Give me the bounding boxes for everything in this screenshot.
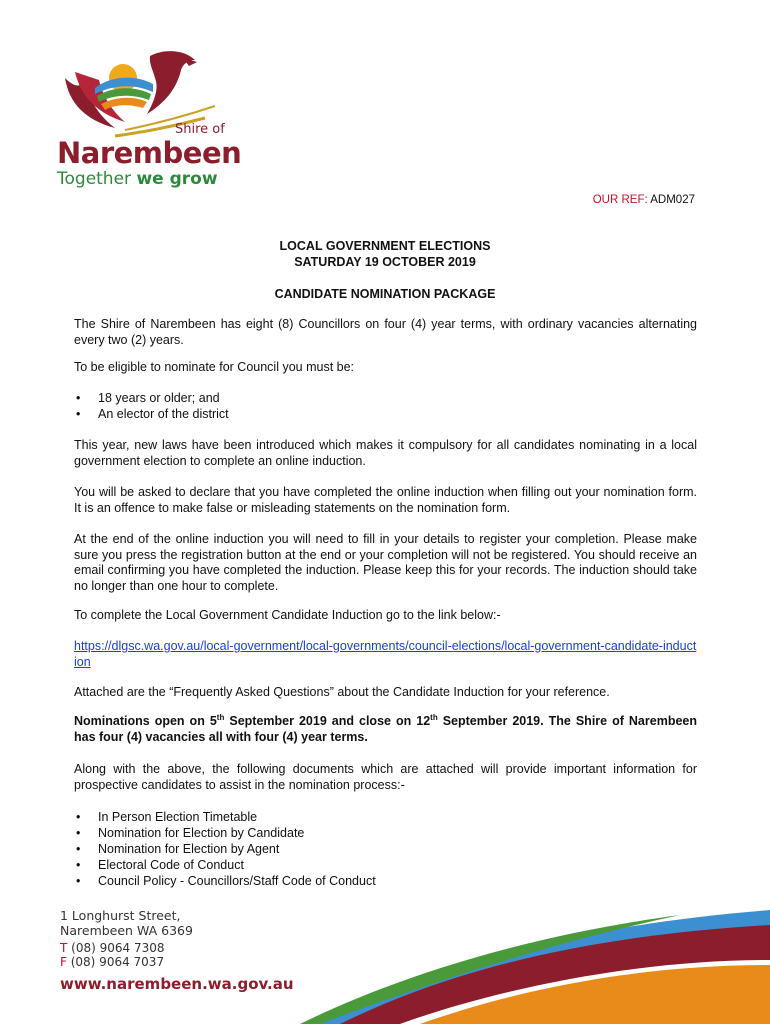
logo-name: Narembeen (57, 136, 242, 170)
logo-tagline: Together we grow (57, 169, 218, 189)
our-reference (593, 194, 695, 206)
list-item: • Nomination for Election by Agent (74, 841, 697, 857)
link-intro: To complete the Local Government Candidate Induction go to the link below:- (74, 608, 501, 622)
footer-phone: T (08) 9064 7308 (60, 941, 165, 955)
list-item: • Nomination for Election by Candidate (74, 825, 697, 841)
reference-value: ADM027 (650, 194, 695, 206)
eligibility-list (74, 390, 697, 422)
footer-address: 1 Longhurst Street, Narembeen WA 6369 (60, 908, 193, 938)
footer-swoosh-decoration (280, 905, 770, 1024)
new-laws-paragraph: This year, new laws have been introduced which makes it compulsory for all candidates nominating in a local government election to complete an online induction. (74, 438, 697, 468)
shire-logo (55, 48, 242, 189)
induction-link-wrap (74, 639, 697, 670)
documents-list (74, 809, 697, 889)
heading-line-1: LOCAL GOVERNMENT ELECTIONS (279, 239, 491, 253)
faq-paragraph: Attached are the “Frequently Asked Questions” about the Candidate Induction for your reference. (74, 685, 610, 699)
induction-link[interactable]: https://dlgsc.wa.gov.au/local-government/local-governments/council-elections/local-government-candidate-induction (74, 639, 697, 669)
list-item: • Council Policy - Councillors/Staff Code of Conduct (74, 873, 697, 889)
heading-line-2: SATURDAY 19 OCTOBER 2019 (294, 255, 476, 269)
intro-paragraph: The Shire of Narembeen has eight (8) Councillors on four (4) year terms, with ordinary vacancies alternating every two (2) years. (74, 317, 697, 347)
footer-contact (60, 941, 165, 969)
reference-label: OUR REF: (592, 194, 648, 206)
declaration-paragraph: You will be asked to declare that you have completed the online induction when filling out your nomination form. It is an offence to make false or misleading statements on the nomination form. (74, 485, 697, 515)
footer-fax: F (08) 9064 7037 (60, 955, 165, 969)
footer-website[interactable]: www.narembeen.wa.gov.au (60, 975, 294, 993)
logo-shire-of: Shire of (175, 122, 225, 137)
list-item: • Electoral Code of Conduct (74, 857, 697, 873)
nominations-paragraph: Nominations open on 5th September 2019 and close on 12th September 2019. The Shire of Narembeen has four (4) vacancies all with four (4) year terms. (74, 712, 697, 744)
list-item: • An elector of the district (74, 406, 697, 422)
list-item: • 18 years or older; and (74, 390, 697, 406)
induction-paragraph: At the end of the online induction you will need to fill in your details to register your completion. Please make sure you press the registration button at the end or your completion will not be registered. You should receive an email confirming you have completed the induction. Please keep this for your records. The induction should take no longer than one hour to complete. (74, 532, 697, 593)
eligibility-intro: To be eligible to nominate for Council you must be: (74, 360, 355, 374)
list-item: • In Person Election Timetable (74, 809, 697, 825)
subheading: CANDIDATE NOMINATION PACKAGE (274, 287, 496, 301)
documents-intro: Along with the above, the following documents which are attached will provide important information for prospective candidates to assist in the nomination process:- (74, 762, 697, 792)
